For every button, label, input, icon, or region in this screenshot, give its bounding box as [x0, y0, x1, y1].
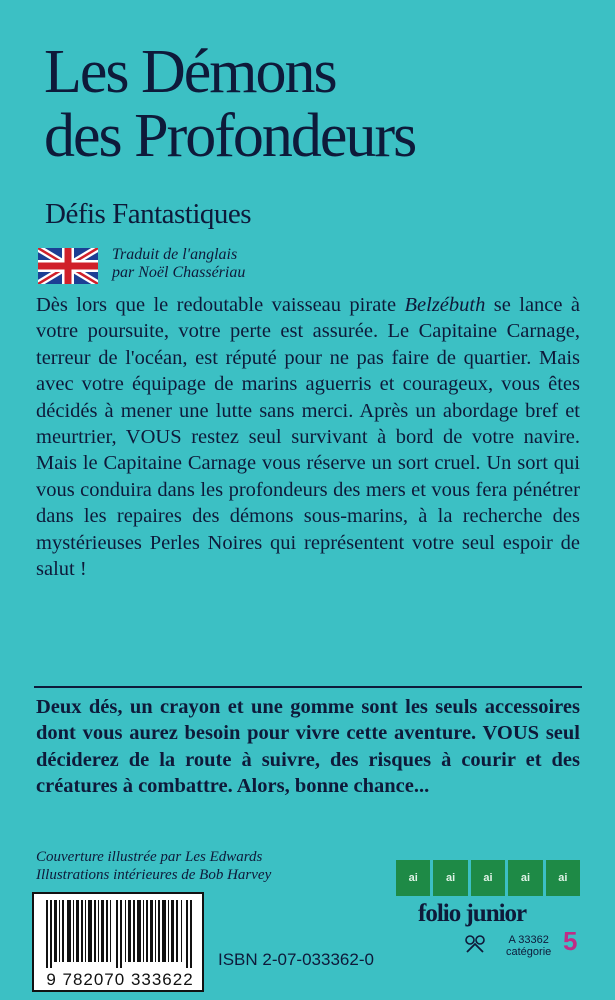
barcode-digits: 9 782070 333622 — [46, 970, 194, 989]
series-name: Défis Fantastiques — [45, 198, 252, 230]
cover-credit: Couverture illustrée par Les Edwards — [36, 849, 263, 865]
folio-logo-icon — [464, 934, 486, 954]
band-cell: ai — [433, 860, 467, 896]
catalog-code — [506, 934, 551, 958]
barcode — [32, 892, 204, 992]
ship-name: Belzébuth — [404, 294, 486, 316]
category-number: 5 — [563, 926, 578, 956]
band-cell: ai — [471, 860, 505, 896]
catalog-number: A 33362 — [508, 934, 549, 946]
title-line-1: Les Démons — [44, 38, 336, 106]
translated-line-2: par Noël Chassériau — [112, 264, 246, 281]
summary-text — [36, 292, 580, 582]
category-label: catégorie — [506, 946, 552, 958]
book-title — [44, 40, 604, 168]
translated-line-1: Traduit de l'anglais — [112, 246, 238, 263]
band-cell: ai — [546, 860, 580, 896]
title-line-2: des Profondeurs — [44, 102, 416, 170]
union-jack-flag-icon — [38, 248, 98, 284]
publisher-band — [396, 860, 580, 896]
illustration-credits — [36, 848, 271, 884]
band-cell: ai — [508, 860, 542, 896]
band-cell: ai — [396, 860, 430, 896]
translator-credit — [112, 246, 245, 282]
isbn-number: ISBN 2-07-033362-0 — [218, 950, 374, 969]
summary-part-1: Dès lors que le redoutable vaisseau pirate — [36, 294, 405, 316]
barcode-bars — [42, 900, 198, 968]
divider — [34, 686, 582, 688]
summary-part-2: se lance à votre poursuite, votre perte est assurée. Le Capitaine Carnage, terreur de l'océan, est réputé pour ne pas faire de quartier. Mais avec votre équipage de marins aguerris et courageux, vous êtes décidés à mener une lutte sans merci. Après un abordage bref et meurtrier, VOUS restez seul survivant à bord de votre navire. Mais le Capitaine Carnage vous réserve un sort cruel. Un sort qui vous conduira dans les profondeurs des mers et vous fera pénétrer dans les repaires des démons sous-marins, à la recherche des mystérieuses Perles Noires qui représentent votre seul espoir de salut ! — [36, 294, 581, 581]
interior-credit: Illustrations intérieures de Bob Harvey — [36, 867, 272, 883]
tagline-text: Deux dés, un crayon et une gomme sont les seuls accessoires dont vous aurez besoin pour vivre cette aventure. VOUS seul déciderez de la route à suivre, des risques à courir et des créatures à combattre. Alors, bonne chance... — [36, 696, 580, 798]
imprint-name: folio junior — [418, 900, 527, 927]
